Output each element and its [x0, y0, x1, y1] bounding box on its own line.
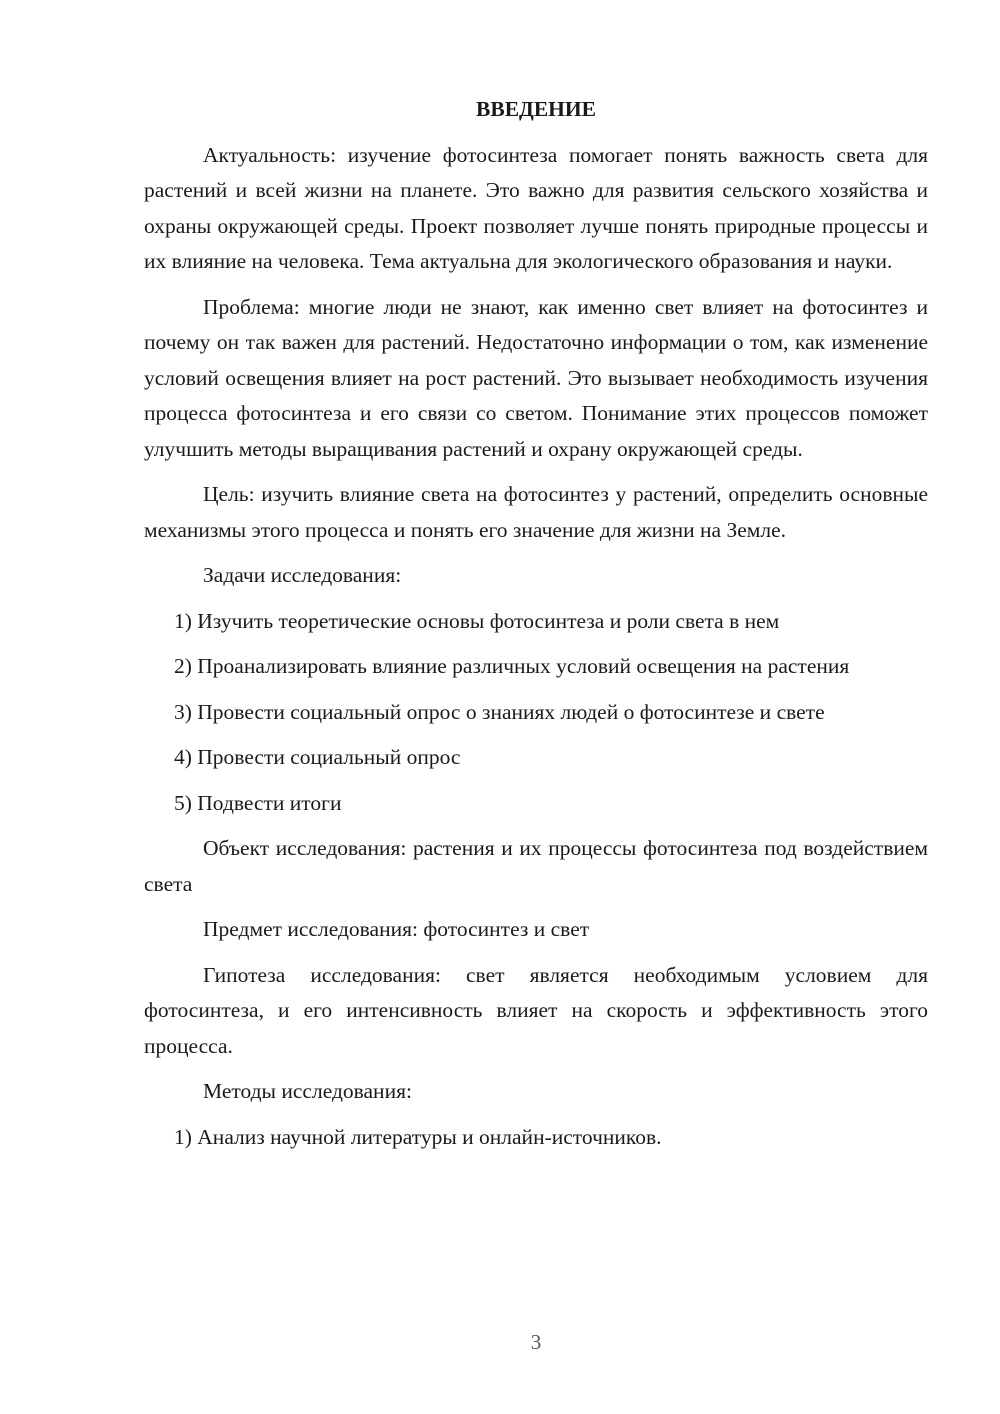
task-item-2: 2) Проанализировать влияние различных условий освещения на растения: [174, 654, 850, 678]
document-page: [144, 92, 928, 1165]
section-title: ВВЕДЕНИЕ: [476, 97, 596, 121]
paragraph-object: Объект исследования: растения и их процессы фотосинтеза под воздействием света: [144, 836, 928, 896]
paragraph-goal: Цель: изучить влияние света на фотосинтез у растений, определить основные механизмы этого процесса и понять его значение для жизни на Земле.: [144, 482, 928, 542]
task-item-1: 1) Изучить теоретические основы фотосинтеза и роли света в нем: [174, 608, 780, 633]
method-item-1: 1) Анализ научной литературы и онлайн-источников.: [174, 1124, 662, 1149]
paragraph-subject: Предмет исследования: фотосинтез и свет: [203, 917, 590, 941]
paragraph-hypothesis: Гипотеза исследования: свет является необходимым условием для фотосинтеза, и его интенсивность влияет на скорость и эффективность этого процесса.: [144, 962, 928, 1058]
task-item-5: 5) Подвести итоги: [174, 790, 342, 815]
page-number: 3: [530, 1330, 542, 1354]
paragraph-relevance: Актуальность: изучение фотосинтеза помогает понять важность света для растений и всей жизни на планете. Это важно для развития сельского хозяйства и охраны окружающей среды. Проект позволяет лучше понять природные процессы и их влияние на человека. Тема актуальна для экологического образования и науки.: [144, 142, 928, 273]
methods-heading: Методы исследования:: [203, 1079, 412, 1103]
task-item-4: 4) Провести социальный опрос: [174, 745, 461, 769]
paragraph-problem: Проблема: многие люди не знают, как именно свет влияет на фотосинтез и почему он так важен для растений. Недостаточно информации о том, как изменение условий освещения влияет на рост растений. Это вызывает необходимость изучения процесса фотосинтеза и его связи со светом. Понимание этих процессов поможет улучшить методы выращивания растений и охрану окружающей среды.: [144, 294, 928, 461]
tasks-heading: Задачи исследования:: [203, 563, 402, 587]
task-item-3: 3) Провести социальный опрос о знаниях людей о фотосинтезе и свете: [174, 699, 825, 724]
